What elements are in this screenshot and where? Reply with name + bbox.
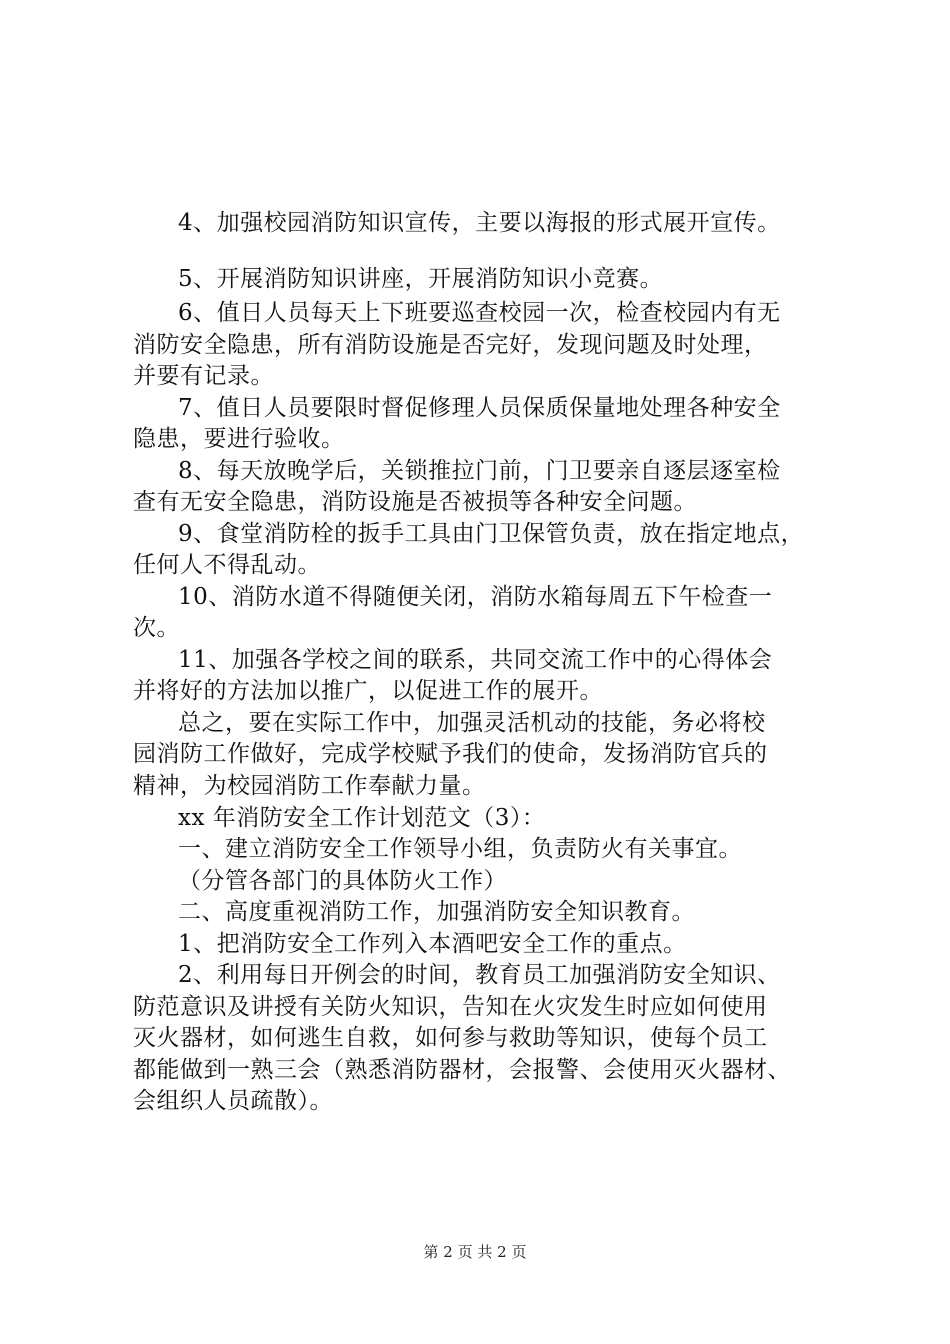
paragraph-7-line-2: 隐患，要进行验收。 (133, 426, 345, 452)
page-number-footer: 第 2 页 共 2 页 (423, 1243, 527, 1261)
paragraph-8-line-1: 8、每天放晚学后，关锁推拉门前，门卫要亲自逐层逐室检 (178, 458, 781, 484)
paragraph-10-line-1: 10、消防水道不得随便关闭，消防水箱每周五下午检查一 (178, 584, 773, 610)
paragraph-6-line-3: 并要有记录。 (133, 363, 274, 389)
summary-line-1: 总之，要在实际工作中，加强灵活机动的技能，务必将校 (178, 710, 766, 736)
paragraph-11-line-2: 并将好的方法加以推广，以促进工作的展开。 (133, 678, 603, 704)
item-two-line: 二、高度重视消防工作，加强消防安全知识教育。 (178, 899, 695, 925)
paragraph-9-line-2: 任何人不得乱动。 (133, 552, 321, 578)
paragraph-4-line-1: 4、加强校园消防知识宣传，主要以海报的形式展开宣传。 (178, 210, 781, 236)
paragraph-7-line-1: 7、值日人员要限时督促修理人员保质保量地处理各种安全 (178, 395, 781, 421)
paragraph-5-line-1: 5、开展消防知识讲座，开展消防知识小竞赛。 (178, 266, 664, 292)
paragraph-8-line-2: 查有无安全隐患，消防设施是否被损等各种安全问题。 (133, 489, 697, 515)
summary-line-3: 精神，为校园消防工作奉献力量。 (133, 773, 486, 799)
subitem-2-line-1: 2、利用每日开例会的时间，教育员工加强消防安全知识、 (178, 962, 781, 988)
subitem-2-line-2: 防范意识及讲授有关防火知识，告知在火灾发生时应如何使用 (133, 994, 768, 1020)
section-heading: xx 年消防安全工作计划范文（3）： (178, 805, 546, 831)
paragraph-9-line-1: 9、食堂消防栓的扳手工具由门卫保管负责，放在指定地点， (178, 521, 805, 547)
item-one-line: 一、建立消防安全工作领导小组，负责防火有关事宜。 (178, 836, 742, 862)
subitem-1-line: 1、把消防安全工作列入本酒吧安全工作的重点。 (178, 931, 687, 957)
paragraph-11-line-1: 11、加强各学校之间的联系，共同交流工作中的心得体会 (178, 647, 773, 673)
item-one-note: （分管各部门的具体防火工作） (178, 868, 507, 894)
subitem-2-line-3: 灭火器材，如何逃生自救，如何参与救助等知识，使每个员工 (133, 1025, 768, 1051)
subitem-2-line-4: 都能做到一熟三会（熟悉消防器材，会报警、会使用灭火器材、 (133, 1057, 791, 1083)
paragraph-6-line-2: 消防安全隐患，所有消防设施是否完好，发现问题及时处理， (133, 332, 768, 358)
subitem-2-line-5: 会组织人员疏散）。 (133, 1088, 333, 1114)
summary-line-2: 园消防工作做好，完成学校赋予我们的使命，发扬消防官兵的 (133, 741, 768, 767)
paragraph-6-line-1: 6、值日人员每天上下班要巡查校园一次，检查校园内有无 (178, 300, 781, 326)
paragraph-10-line-2: 次。 (133, 615, 180, 641)
